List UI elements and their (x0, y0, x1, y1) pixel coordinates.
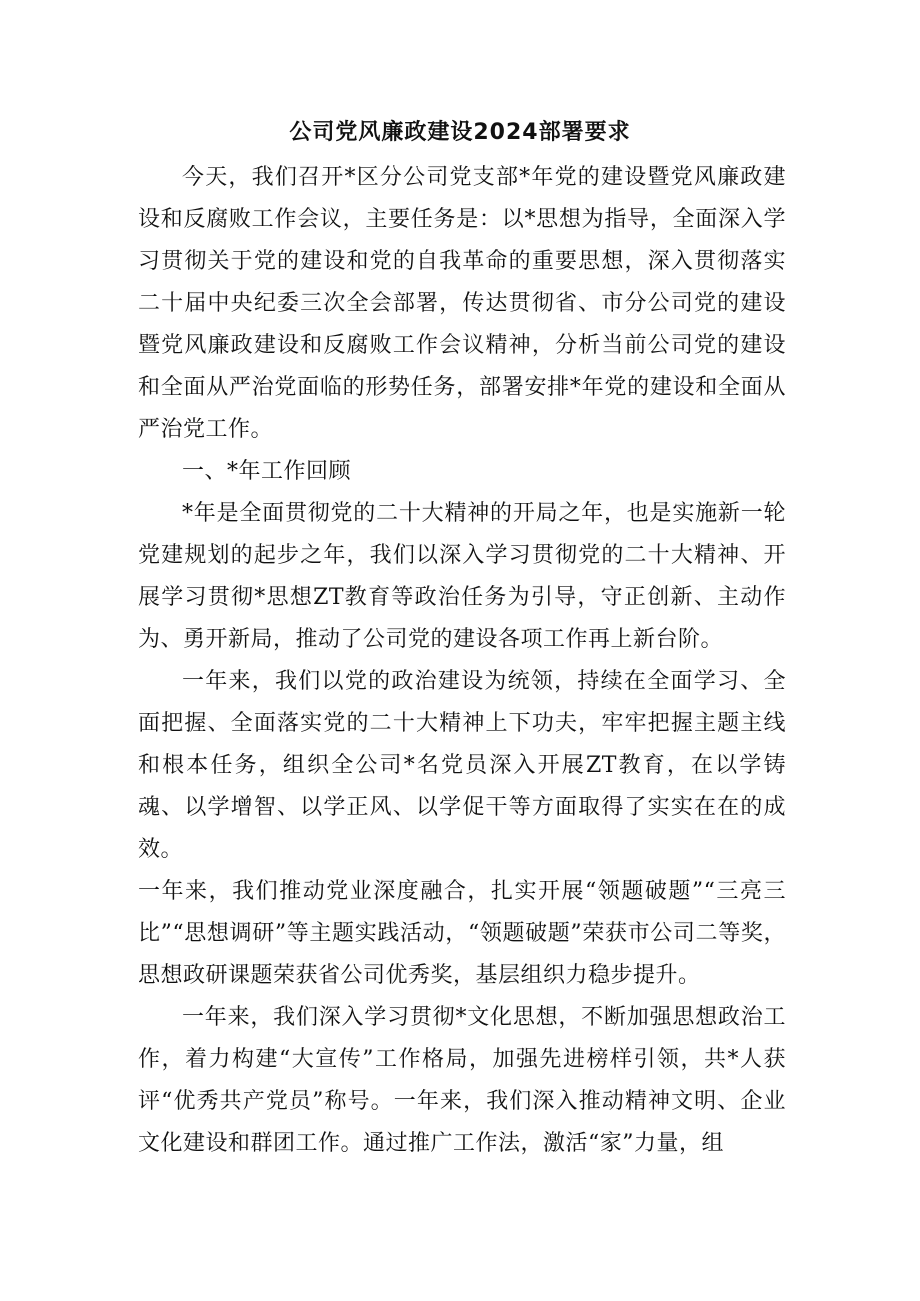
paragraph-party-business-integration: 一年来，我们推动党业深度融合，扎实开展“领题破题”“三亮三比”“思想调研”等主题实践活动，“领题破题”荣获市公司二等奖，思想政研课题荣获省公司优秀奖，基层组织力稳步提升。 (138, 879, 786, 988)
paragraph-review-summary: *年是全面贯彻党的二十大精神的开局之年，也是实施新一轮党建规划的起步之年，我们以深入学习贯彻党的二十大精神、开展学习贯彻*思想ZT教育等政治任务为引导，守正创新、主动作为、勇开新局，推动了公司党的建设各项工作再上新台阶。 (138, 501, 786, 652)
section-heading-review: 一、*年工作回顾 (182, 459, 352, 484)
paragraph-intro: 今天，我们召开*区分公司党支部*年党的建设暨党风廉政建设和反腐败工作会议，主要任务是：以*思想为指导，全面深入学习贯彻关于党的建设和党的自我革命的重要思想，深入贯彻落实二十届中央纪委三次全会部署，传达贯彻省、市分公司党的建设暨党风廉政建设和反腐败工作会议精神，分析当前公司党的建设和全面从严治党面临的形势任务，部署安排*年党的建设和全面从严治党工作。 (138, 165, 786, 442)
paragraph-political-building: 一年来，我们以党的政治建设为统领，持续在全面学习、全面把握、全面落实党的二十大精神上下功夫，牢牢把握主题主线和根本任务，组织全公司*名党员深入开展ZT教育，在以学铸魂、以学增智、以学正风、以学促干等方面取得了实实在在的成效。 (138, 669, 786, 862)
document-title: 公司党风廉政建设2024部署要求 (289, 120, 631, 145)
document-body (138, 157, 786, 1165)
paragraph-culture-thought: 一年来，我们深入学习贯彻*文化思想，不断加强思想政治工作，着力构建“大宣传”工作格局，加强先进榜样引领，共*人获评“优秀共产党员”称号。一年来，我们深入推动精神文明、企业文化建设和群团工作。通过推广工作法，激活“家”力量，组 (138, 1005, 786, 1156)
